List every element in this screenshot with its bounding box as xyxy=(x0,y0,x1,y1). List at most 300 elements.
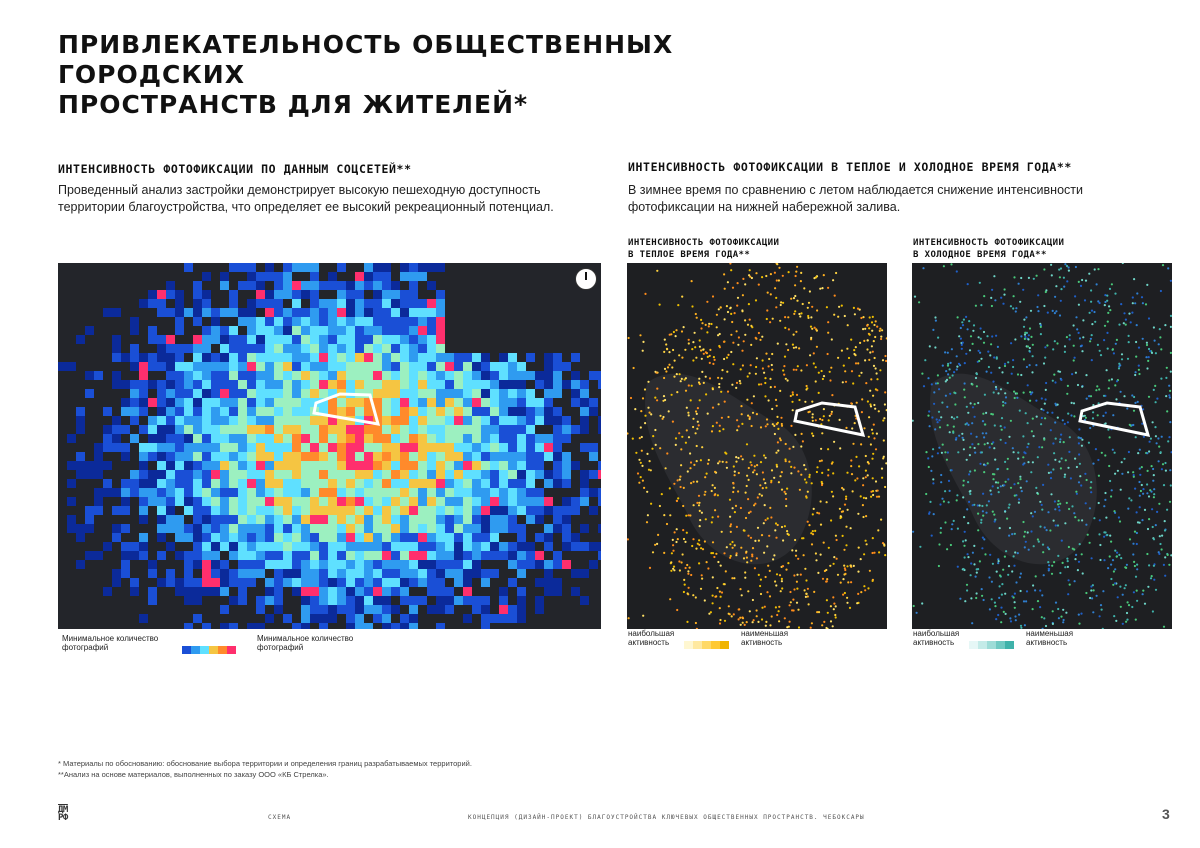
heat-cell xyxy=(148,380,157,389)
photo-point xyxy=(1004,365,1006,367)
photo-point xyxy=(778,620,780,622)
heat-cell xyxy=(328,587,337,596)
heat-cell xyxy=(112,371,121,380)
heat-cell xyxy=(445,470,454,479)
photo-point xyxy=(688,436,690,438)
photo-point xyxy=(948,480,950,482)
photo-point xyxy=(750,537,752,539)
photo-point xyxy=(984,464,986,466)
photo-point xyxy=(1023,358,1025,360)
photo-point xyxy=(832,625,834,627)
photo-point xyxy=(963,545,965,547)
photo-point xyxy=(1043,617,1045,619)
photo-point xyxy=(856,402,858,404)
photo-point xyxy=(767,517,769,519)
photo-point xyxy=(793,369,795,371)
photo-point xyxy=(740,368,742,370)
photo-point xyxy=(644,293,646,295)
heat-cell xyxy=(598,488,601,497)
photo-point xyxy=(1081,439,1083,441)
heat-cell xyxy=(193,524,202,533)
heat-cell xyxy=(418,533,427,542)
photo-point xyxy=(977,402,979,404)
heat-cell xyxy=(445,362,454,371)
heat-cell xyxy=(319,443,328,452)
north-arrow-icon xyxy=(575,268,597,290)
photo-point xyxy=(1151,465,1153,467)
heatmap-legend-min-line2: фотографий xyxy=(62,643,109,652)
heat-cell xyxy=(535,533,544,542)
heat-cell xyxy=(463,380,472,389)
heat-cell xyxy=(238,479,247,488)
photo-point xyxy=(749,610,751,612)
photo-point xyxy=(813,591,815,593)
photo-point xyxy=(795,369,797,371)
photo-point xyxy=(826,501,828,503)
photo-point xyxy=(642,480,644,482)
photo-point xyxy=(1103,505,1105,507)
photo-point xyxy=(865,455,867,457)
photo-point xyxy=(1139,449,1141,451)
heat-cell xyxy=(454,533,463,542)
photo-point xyxy=(866,543,868,545)
heat-cell xyxy=(94,452,103,461)
photo-point xyxy=(990,297,992,299)
photo-point xyxy=(983,599,985,601)
photo-point xyxy=(1119,586,1121,588)
heat-cell xyxy=(490,389,499,398)
photo-point xyxy=(768,535,770,537)
heat-cell xyxy=(481,515,490,524)
heat-cell xyxy=(148,497,157,506)
heat-cell xyxy=(310,299,319,308)
heat-cell xyxy=(418,479,427,488)
photo-point xyxy=(1067,385,1069,387)
photo-point xyxy=(797,470,799,472)
photo-point xyxy=(947,363,949,365)
photo-point xyxy=(1054,296,1056,298)
photo-point xyxy=(659,304,661,306)
photo-point xyxy=(1063,619,1065,621)
photo-point xyxy=(999,585,1001,587)
photo-point xyxy=(970,597,972,599)
photo-point xyxy=(994,520,996,522)
photo-point xyxy=(960,338,962,340)
photo-point xyxy=(1152,480,1154,482)
photo-point xyxy=(1136,292,1138,294)
photo-point xyxy=(816,466,818,468)
heat-cell xyxy=(220,398,229,407)
photo-point xyxy=(990,493,992,495)
photo-point xyxy=(835,535,837,537)
heat-cell xyxy=(490,524,499,533)
photo-point xyxy=(712,363,714,365)
photo-point xyxy=(843,565,845,567)
heat-cell xyxy=(301,623,310,629)
photo-point xyxy=(963,389,965,391)
heat-cell xyxy=(499,389,508,398)
heat-cell xyxy=(481,551,490,560)
heat-cell xyxy=(544,371,553,380)
heat-cell xyxy=(202,389,211,398)
photo-point xyxy=(1043,439,1045,441)
photo-point xyxy=(737,282,739,284)
photo-point xyxy=(682,505,684,507)
photo-point xyxy=(966,508,968,510)
photo-point xyxy=(1064,566,1066,568)
heat-cell xyxy=(112,488,121,497)
photo-point xyxy=(1153,565,1155,567)
photo-point xyxy=(1167,267,1169,269)
photo-point xyxy=(1004,363,1006,365)
photo-point xyxy=(1120,557,1122,559)
photo-point xyxy=(812,435,814,437)
heat-cell xyxy=(301,479,310,488)
photo-point xyxy=(854,422,856,424)
photo-point xyxy=(750,461,752,463)
photo-point xyxy=(1067,467,1069,469)
heat-cell xyxy=(373,344,382,353)
photo-point xyxy=(999,574,1001,576)
heat-cell xyxy=(157,425,166,434)
photo-point xyxy=(873,552,875,554)
heat-cell xyxy=(328,578,337,587)
photo-point xyxy=(687,470,689,472)
photo-point xyxy=(987,462,989,464)
photo-point xyxy=(837,357,839,359)
photo-point xyxy=(697,407,699,409)
heat-cell xyxy=(526,551,535,560)
heat-cell xyxy=(400,497,409,506)
photo-point xyxy=(763,478,765,480)
photo-point xyxy=(1103,395,1105,397)
photo-point xyxy=(1097,459,1099,461)
heat-cell xyxy=(337,443,346,452)
photo-point xyxy=(707,463,709,465)
photo-point xyxy=(743,340,745,342)
photo-point xyxy=(1015,310,1017,312)
heat-cell xyxy=(175,587,184,596)
heat-cell xyxy=(463,452,472,461)
heat-cell xyxy=(211,560,220,569)
photo-point xyxy=(745,551,747,553)
heat-cell xyxy=(292,434,301,443)
heat-cell xyxy=(400,479,409,488)
photo-point xyxy=(730,269,732,271)
photo-point xyxy=(1015,307,1017,309)
photo-point xyxy=(685,567,687,569)
photo-point xyxy=(966,459,968,461)
heat-cell xyxy=(409,614,418,623)
photo-point xyxy=(633,367,635,369)
photo-point xyxy=(1046,344,1048,346)
heat-cell xyxy=(193,380,202,389)
photo-point xyxy=(790,298,792,300)
photo-point xyxy=(1092,611,1094,613)
photo-point xyxy=(870,443,872,445)
photo-point xyxy=(1142,590,1144,592)
heat-cell xyxy=(319,623,328,629)
heat-cell xyxy=(427,317,436,326)
heat-cell xyxy=(292,416,301,425)
heat-cell xyxy=(535,488,544,497)
photo-point xyxy=(984,394,986,396)
photo-point xyxy=(712,484,714,486)
photo-point xyxy=(1005,613,1007,615)
photo-point xyxy=(1127,471,1129,473)
photo-point xyxy=(992,381,994,383)
heat-cell xyxy=(319,479,328,488)
heat-cell xyxy=(382,497,391,506)
heat-cell xyxy=(553,371,562,380)
heat-cell xyxy=(85,506,94,515)
photo-point xyxy=(1000,621,1002,623)
heat-cell xyxy=(292,587,301,596)
photo-point xyxy=(1133,396,1135,398)
photo-point xyxy=(777,441,779,443)
heat-cell xyxy=(418,461,427,470)
photo-point xyxy=(845,427,847,429)
photo-point xyxy=(1027,345,1029,347)
photo-point xyxy=(958,335,960,337)
heat-cell xyxy=(427,353,436,362)
heat-cell xyxy=(283,479,292,488)
warm-legend-left-line1: наибольшая xyxy=(628,629,675,638)
photo-point xyxy=(764,482,766,484)
photo-point xyxy=(988,500,990,502)
photo-point xyxy=(1040,326,1042,328)
heat-cell xyxy=(238,461,247,470)
photo-point xyxy=(1032,418,1034,420)
legend-swatch xyxy=(969,641,978,649)
photo-point xyxy=(741,594,743,596)
heat-cell xyxy=(229,551,238,560)
photo-point xyxy=(778,279,780,281)
heat-cell xyxy=(283,272,292,281)
photo-point xyxy=(646,453,648,455)
photo-point xyxy=(870,496,872,498)
photo-point xyxy=(1073,345,1075,347)
photo-point xyxy=(793,609,795,611)
photo-point xyxy=(912,531,914,533)
photo-point xyxy=(966,589,968,591)
heat-cell xyxy=(526,389,535,398)
photo-point xyxy=(1133,278,1135,280)
photo-point xyxy=(650,413,652,415)
photo-point xyxy=(853,565,855,567)
page-title-line1: ПРИВЛЕКАТЕЛЬНОСТЬ ОБЩЕСТВЕННЫХ ГОРОДСКИХ xyxy=(58,30,674,89)
heat-cell xyxy=(139,479,148,488)
photo-point xyxy=(644,388,646,390)
photo-point xyxy=(947,373,949,375)
heat-cell xyxy=(355,569,364,578)
heat-cell xyxy=(229,533,238,542)
heat-cell xyxy=(589,371,598,380)
heat-cell xyxy=(220,389,229,398)
heat-cell xyxy=(148,362,157,371)
photo-point xyxy=(742,278,744,280)
photo-point xyxy=(699,519,701,521)
heat-cell xyxy=(301,362,310,371)
photo-point xyxy=(872,579,874,581)
photo-point xyxy=(777,524,779,526)
photo-point xyxy=(1152,421,1154,423)
heat-cell xyxy=(346,461,355,470)
photo-point xyxy=(811,328,813,330)
photo-point xyxy=(869,570,871,572)
photo-point xyxy=(1045,382,1047,384)
heat-cell xyxy=(328,569,337,578)
photo-point xyxy=(1103,531,1105,533)
heat-cell xyxy=(481,389,490,398)
heat-cell xyxy=(292,569,301,578)
heat-cell xyxy=(247,344,256,353)
heat-cell xyxy=(355,560,364,569)
heat-cell xyxy=(562,479,571,488)
photo-point xyxy=(972,552,974,554)
photo-point xyxy=(704,476,706,478)
heat-cell xyxy=(310,470,319,479)
heat-cell xyxy=(85,524,94,533)
photo-point xyxy=(774,287,776,289)
heat-cell xyxy=(364,344,373,353)
photo-point xyxy=(1039,606,1041,608)
heat-cell xyxy=(265,434,274,443)
photo-point xyxy=(857,571,859,573)
photo-point xyxy=(1112,348,1114,350)
photo-point xyxy=(1019,410,1021,412)
heat-cell xyxy=(553,479,562,488)
photo-point xyxy=(804,589,806,591)
heat-cell xyxy=(436,299,445,308)
photo-point xyxy=(811,543,813,545)
heat-cell xyxy=(319,569,328,578)
heat-cell xyxy=(202,533,211,542)
photo-point xyxy=(1009,617,1011,619)
heat-cell xyxy=(355,524,364,533)
photo-point xyxy=(1128,341,1130,343)
heat-cell xyxy=(337,596,346,605)
heat-cell xyxy=(508,506,517,515)
heat-cell xyxy=(310,560,319,569)
heat-cell xyxy=(436,326,445,335)
legend-swatch xyxy=(693,641,702,649)
photo-point xyxy=(964,600,966,602)
heat-cell xyxy=(193,299,202,308)
heat-cell xyxy=(328,362,337,371)
photo-point xyxy=(698,539,700,541)
heat-cell xyxy=(238,443,247,452)
photo-point xyxy=(1132,296,1134,298)
photo-point xyxy=(1041,594,1043,596)
heat-cell xyxy=(418,371,427,380)
heat-cell xyxy=(526,416,535,425)
photo-point xyxy=(1138,373,1140,375)
photo-point xyxy=(1054,340,1056,342)
photo-point xyxy=(1048,568,1050,570)
photo-point xyxy=(811,482,813,484)
heat-cell xyxy=(175,353,184,362)
photo-point xyxy=(765,457,767,459)
photo-point xyxy=(1098,502,1100,504)
photo-point xyxy=(1112,584,1114,586)
heat-cell xyxy=(121,497,130,506)
heat-cell xyxy=(589,560,598,569)
heat-cell xyxy=(175,578,184,587)
photo-point xyxy=(820,554,822,556)
photo-point xyxy=(1158,553,1160,555)
heat-cell xyxy=(535,443,544,452)
photo-point xyxy=(940,481,942,483)
heat-cell xyxy=(310,389,319,398)
heat-cell xyxy=(319,353,328,362)
photo-point xyxy=(1050,471,1052,473)
heat-cell xyxy=(373,326,382,335)
photo-point xyxy=(995,618,997,620)
heat-cell xyxy=(301,290,310,299)
heat-cell xyxy=(292,290,301,299)
photo-point xyxy=(1142,488,1144,490)
heat-cell xyxy=(265,524,274,533)
heat-cell xyxy=(526,443,535,452)
photo-point xyxy=(770,293,772,295)
heat-cell xyxy=(220,560,229,569)
photo-point xyxy=(783,365,785,367)
photo-point xyxy=(628,337,630,339)
photo-point xyxy=(1068,266,1070,268)
photo-point xyxy=(1090,301,1092,303)
photo-point xyxy=(831,463,833,465)
photo-point xyxy=(839,419,841,421)
photo-point xyxy=(1020,374,1022,376)
photo-point xyxy=(709,377,711,379)
photo-point xyxy=(740,624,742,626)
photo-point xyxy=(760,579,762,581)
heat-cell xyxy=(202,362,211,371)
heat-cell xyxy=(256,389,265,398)
heat-cell xyxy=(454,452,463,461)
heat-cell xyxy=(346,470,355,479)
photo-point xyxy=(967,481,969,483)
photo-point xyxy=(799,489,801,491)
photo-point xyxy=(1079,543,1081,545)
photo-point xyxy=(1106,295,1108,297)
photo-point xyxy=(883,545,885,547)
photo-point xyxy=(826,306,828,308)
photo-point xyxy=(831,338,833,340)
photo-point xyxy=(1134,565,1136,567)
heat-cell xyxy=(220,533,229,542)
photo-point xyxy=(837,316,839,318)
photo-point xyxy=(1066,265,1068,267)
heat-cell xyxy=(535,452,544,461)
heat-cell xyxy=(499,452,508,461)
photo-point xyxy=(1043,362,1045,364)
photo-point xyxy=(1085,524,1087,526)
heat-cell xyxy=(148,470,157,479)
photo-point xyxy=(749,319,751,321)
photo-point xyxy=(1119,520,1121,522)
heat-cell xyxy=(499,515,508,524)
photo-point xyxy=(1006,518,1008,520)
heat-cell xyxy=(274,326,283,335)
heat-cell xyxy=(427,380,436,389)
photo-point xyxy=(1020,277,1022,279)
photo-point xyxy=(1051,412,1053,414)
heat-cell xyxy=(265,362,274,371)
photo-point xyxy=(1060,379,1062,381)
photo-point xyxy=(977,443,979,445)
